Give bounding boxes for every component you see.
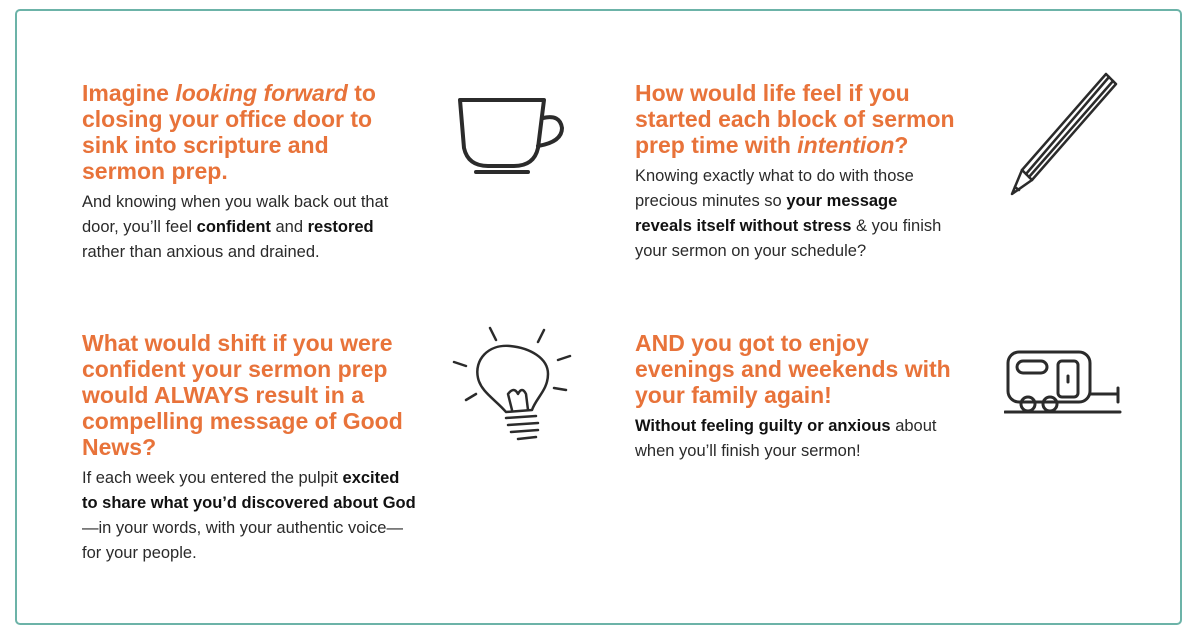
card-body (635, 164, 955, 264)
card-heading (82, 80, 412, 184)
body-bold: your message reveals itself without stress (635, 192, 898, 235)
card-looking-forward (82, 80, 412, 265)
body-bold: excited to share what you’d discovered about God (82, 469, 416, 512)
body-bold: confident (196, 218, 271, 236)
body-text: —in your words, with your authentic voice—for your people. (82, 519, 403, 562)
heading-text: to closing your office door to sink into scripture and sermon prep. (82, 80, 376, 184)
body-text: And knowing when you walk back out that door, you’ll feel (82, 193, 389, 236)
heading-emphasis: looking forward (175, 80, 348, 106)
card-body (82, 466, 417, 566)
camper-trailer-icon (1004, 348, 1124, 420)
card-heading (635, 80, 955, 158)
card-confident (82, 330, 417, 566)
card-heading: AND you got to enjoy evenings and weekends with your family again! (635, 330, 951, 408)
card-body (82, 190, 412, 265)
coffee-cup-icon (452, 92, 572, 174)
heading-text: Imagine (82, 80, 176, 106)
lightbulb-icon (448, 322, 578, 446)
card-intention (635, 80, 955, 264)
body-text: If each week you entered the pulpit (82, 469, 343, 487)
heading-text: ? (894, 132, 909, 158)
body-bold: restored (307, 218, 374, 236)
body-text: rather than anxious and drained. (82, 243, 320, 261)
pencil-icon (1006, 70, 1120, 200)
body-text: and (270, 218, 308, 236)
card-body (635, 414, 955, 464)
body-bold: Without feeling guilty or anxious (635, 417, 891, 435)
body-text: Knowing exactly what to do with those precious minutes so (635, 167, 914, 210)
body-text: about when you’ll finish your sermon! (635, 417, 937, 460)
card-heading: What would shift if you were confident your sermon prep would ALWAYS result in a compelling message of Good News? (82, 330, 403, 460)
heading-emphasis: intention (797, 132, 895, 158)
heading-text: How would life feel if you started each block of sermon prep time with (635, 80, 955, 158)
body-text: & you finish your sermon on your schedule? (635, 217, 942, 260)
card-family (635, 330, 955, 464)
